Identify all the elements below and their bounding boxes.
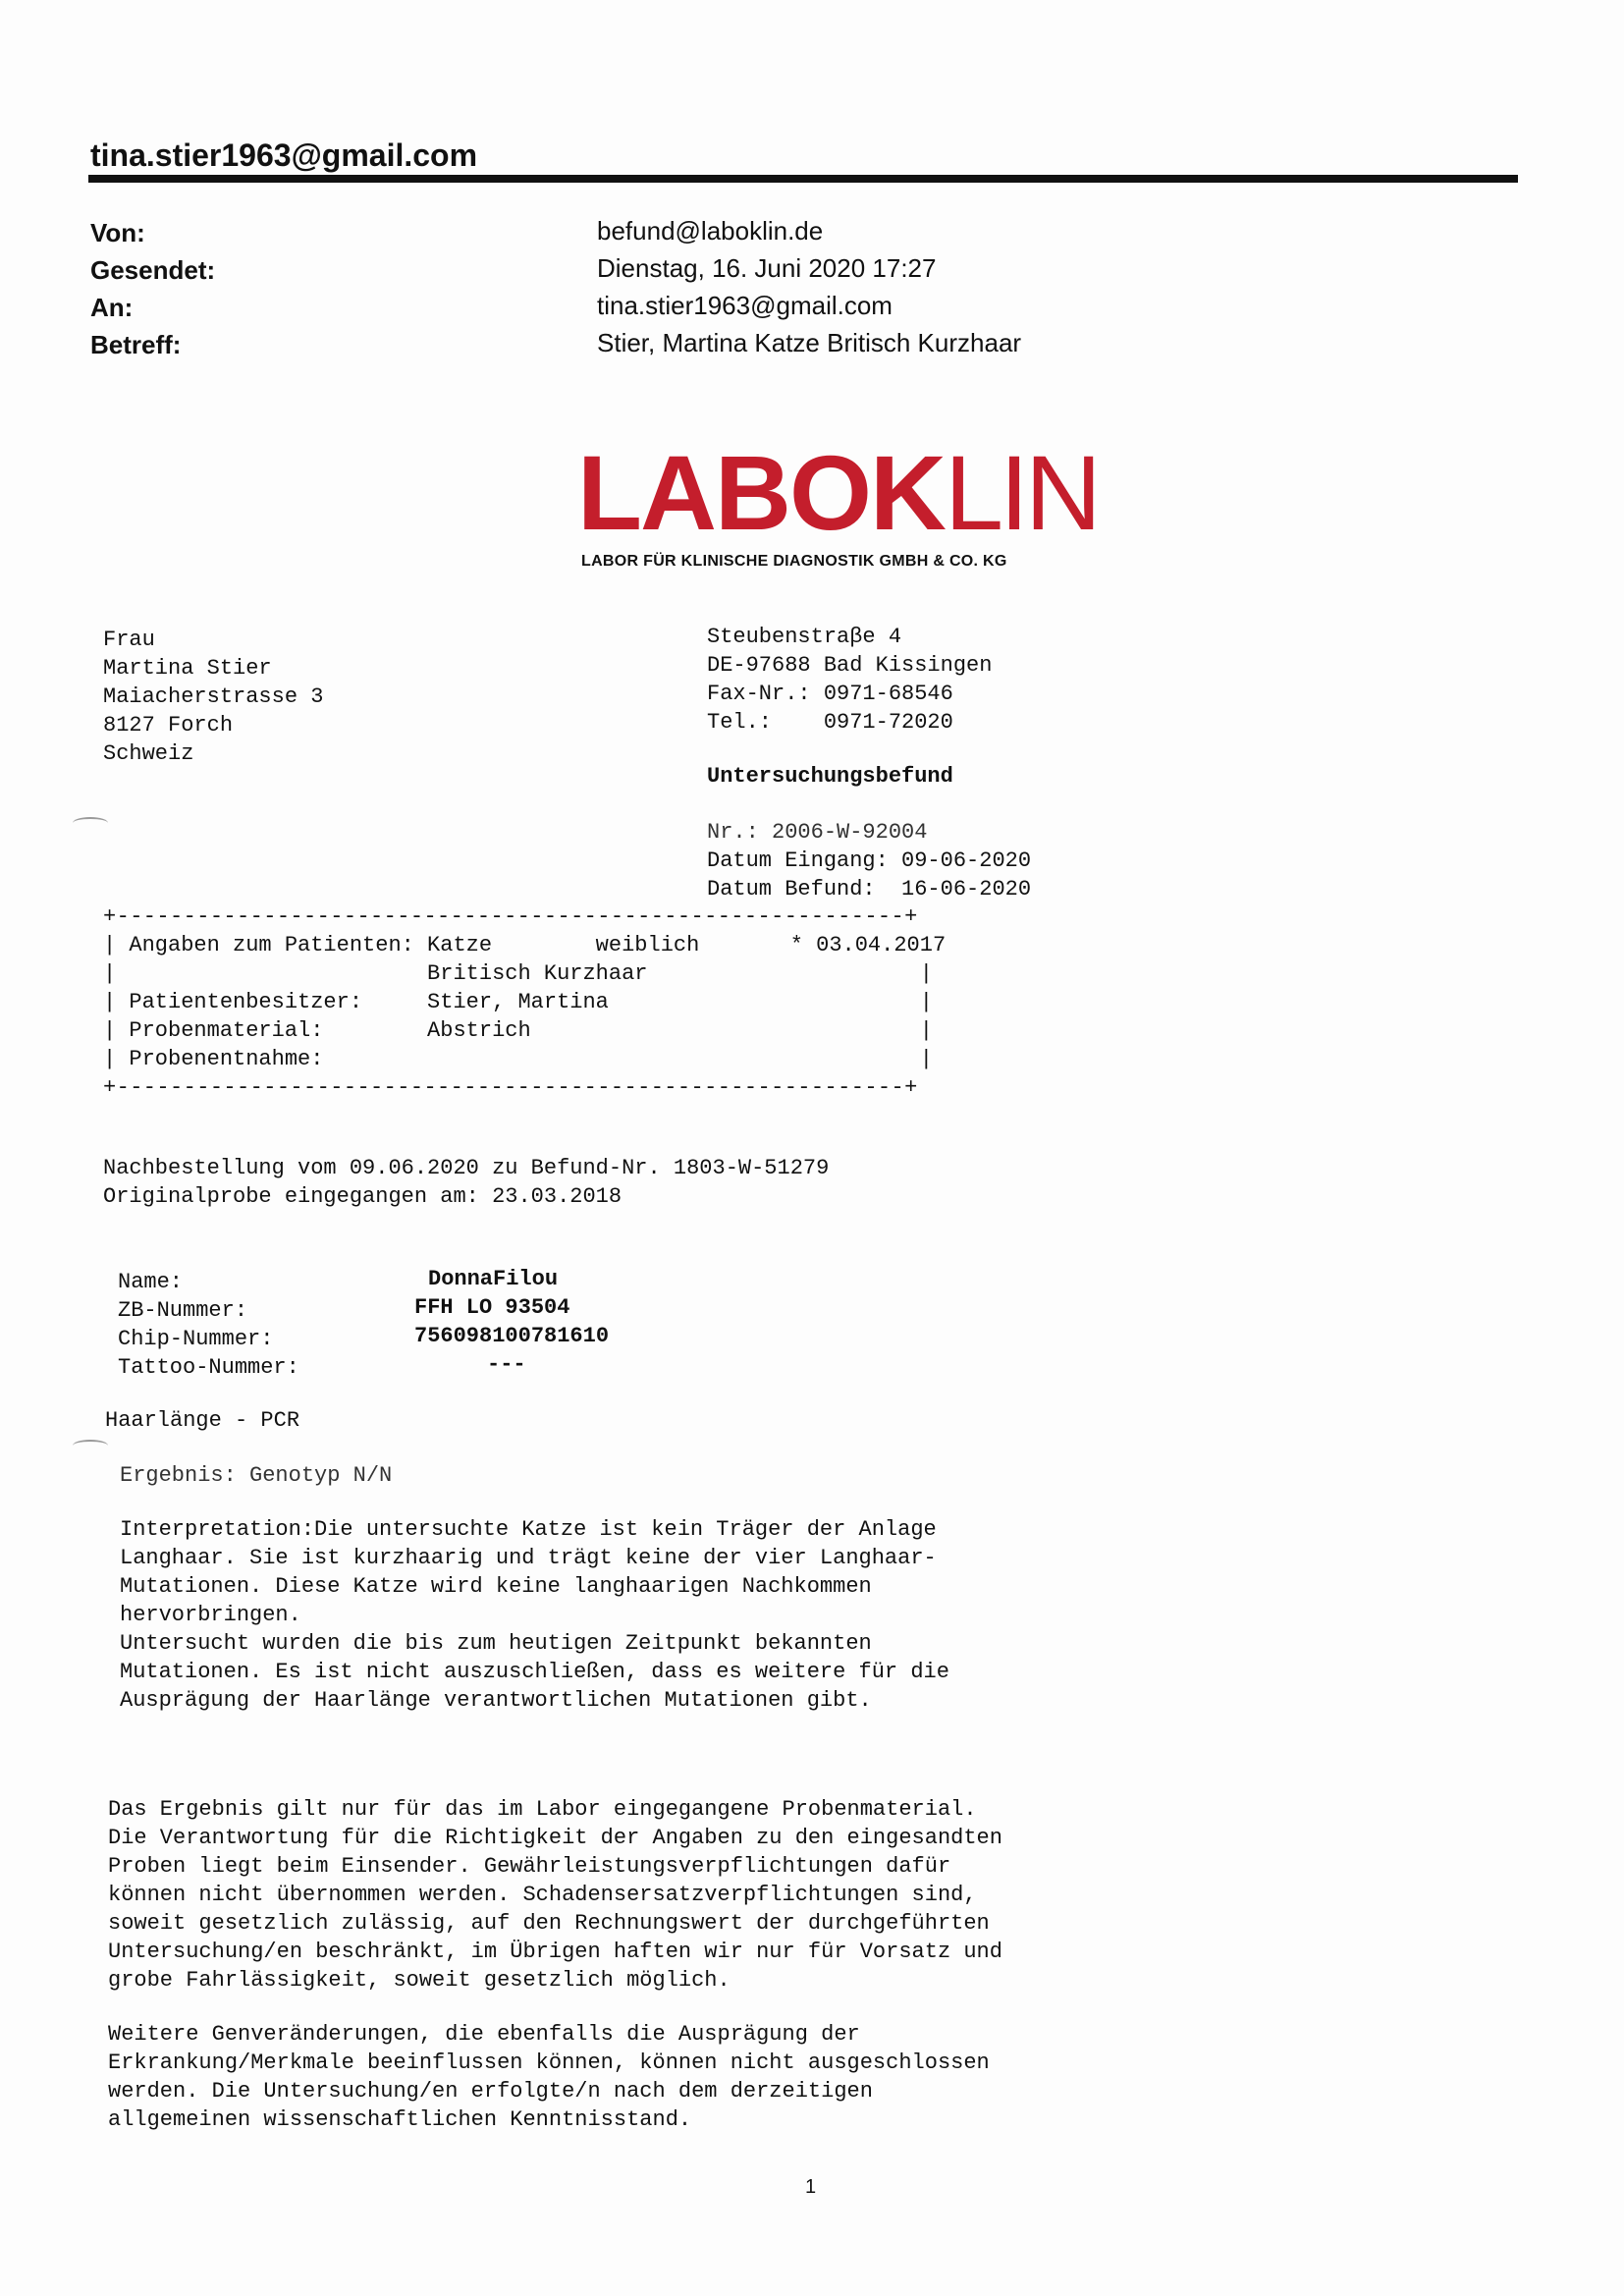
recipient-street: Maiacherstrasse 3 xyxy=(103,684,324,709)
report-title: Untersuchungsbefund xyxy=(707,764,953,789)
interpretation-line-3: Mutationen. Diese Katze wird keine langhaarigen Nachkommen xyxy=(120,1574,872,1599)
test-result: Ergebnis: Genotyp N/N xyxy=(120,1463,393,1488)
reorder-line: Nachbestellung vom 09.06.2020 zu Befund-Nr. 1803-W-51279 xyxy=(103,1156,830,1180)
genetic-note-line-4: allgemeinen wissenschaftlichen Kenntnisstand. xyxy=(108,2107,692,2132)
patient-box-top-border: +-----------------------------------------------------------+ xyxy=(103,904,918,929)
patient-box-bottom-border: +-----------------------------------------------------------+ xyxy=(103,1075,918,1100)
genetic-note-line-2: Erkrankung/Merkmale beeinflussen können, können nicht ausgeschlossen xyxy=(108,2050,990,2075)
page-number: 1 xyxy=(805,2176,817,2198)
disclaimer-line-6: Untersuchung/en beschränkt, im Übrigen haften wir nur für Vorsatz und xyxy=(108,1940,1002,1964)
tattoo-number-value: --- xyxy=(487,1352,526,1377)
patient-row-breed: | Britisch Kurzhaar | xyxy=(103,961,933,986)
genetic-note-line-1: Weitere Genveränderungen, die ebenfalls die Ausprägung der xyxy=(108,2022,860,2047)
disclaimer-line-1: Das Ergebnis gilt nur für das im Labor eingegangene Probenmaterial. xyxy=(108,1797,977,1822)
email-account: tina.stier1963@gmail.com xyxy=(90,137,478,173)
recipient-city: 8127 Forch xyxy=(103,713,234,738)
to-value: tina.stier1963@gmail.com xyxy=(597,291,893,320)
zb-number-label: ZB-Nummer: xyxy=(118,1298,248,1323)
patient-row-material: | Probenmaterial: Abstrich | xyxy=(103,1018,933,1043)
disclaimer-line-2: Die Verantwortung für die Richtigkeit der Angaben zu den eingesandten xyxy=(108,1826,1002,1850)
genetic-note-line-3: werden. Die Untersuchung/en erfolgte/n nach dem derzeitigen xyxy=(108,2079,873,2104)
chip-number-value: 756098100781610 xyxy=(414,1324,610,1348)
patient-row-sampling: | Probenentnahme: | xyxy=(103,1047,933,1071)
logo-subtitle: LABOR FÜR KLINISCHE DIAGNOSTIK GMBH & CO. KG xyxy=(581,553,1007,570)
scan-hole-mark xyxy=(73,1440,108,1451)
interpretation-line-1: Interpretation:Die untersuchte Katze ist kein Träger der Anlage xyxy=(120,1517,937,1542)
report-received-date: Datum Eingang: 09-06-2020 xyxy=(707,848,1032,873)
interpretation-line-2: Langhaar. Sie ist kurzhaarig und trägt keine der vier Langhaar- xyxy=(120,1546,937,1570)
header-divider xyxy=(88,175,1518,183)
interpretation-line-4: hervorbringen. xyxy=(120,1603,301,1627)
zb-number-value: FFH LO 93504 xyxy=(414,1295,570,1320)
sent-value: Dienstag, 16. Juni 2020 17:27 xyxy=(597,253,937,283)
animal-name-label: Name: xyxy=(118,1270,184,1294)
subject-label: Betreff: xyxy=(90,330,182,359)
from-value: befund@laboklin.de xyxy=(597,216,824,246)
lab-fax: Fax-Nr.: 0971-68546 xyxy=(707,682,953,706)
lab-street: Steubenstraβe 4 xyxy=(707,625,902,649)
original-sample-line: Originalprobe eingegangen am: 23.03.2018 xyxy=(103,1184,623,1209)
patient-row-owner: | Patientenbesitzer: Stier, Martina | xyxy=(103,990,933,1014)
scan-hole-mark xyxy=(73,817,108,829)
report-number: Nr.: 2006-W-92004 xyxy=(707,820,928,845)
test-name: Haarlänge - PCR xyxy=(105,1408,300,1433)
recipient-salutation: Frau xyxy=(103,628,155,652)
lab-phone: Tel.: 0971-72020 xyxy=(707,710,953,735)
laboklin-logo: LABOKLIN xyxy=(577,433,1099,552)
recipient-country: Schweiz xyxy=(103,741,194,766)
tattoo-number-label: Tattoo-Nummer: xyxy=(118,1355,299,1380)
chip-number-label: Chip-Nummer: xyxy=(118,1327,274,1351)
interpretation-line-7: Ausprägung der Haarlänge verantwortlichen Mutationen gibt. xyxy=(120,1688,872,1713)
disclaimer-line-4: können nicht übernommen werden. Schadensersatzverpflichtungen sind, xyxy=(108,1883,977,1907)
lab-city: DE-97688 Bad Kissingen xyxy=(707,653,993,678)
animal-name-value: DonnaFilou xyxy=(428,1267,559,1291)
from-label: Von: xyxy=(90,218,145,247)
patient-row-species: | Angaben zum Patienten: Katze weiblich * 03.04.2017 xyxy=(103,933,947,957)
disclaimer-line-5: soweit gesetzlich zulässig, auf den Rechnungswert der durchgeführten xyxy=(108,1911,990,1936)
interpretation-line-5: Untersucht wurden die bis zum heutigen Zeitpunkt bekannten xyxy=(120,1631,872,1656)
recipient-name: Martina Stier xyxy=(103,656,272,681)
disclaimer-line-7: grobe Fahrlässigkeit, soweit gesetzlich möglich. xyxy=(108,1968,731,1993)
interpretation-line-6: Mutationen. Es ist nicht auszuschließen, dass es weitere für die xyxy=(120,1660,949,1684)
disclaimer-line-3: Proben liegt beim Einsender. Gewährleistungsverpflichtungen dafür xyxy=(108,1854,951,1879)
to-label: An: xyxy=(90,293,134,322)
subject-value: Stier, Martina Katze Britisch Kurzhaar xyxy=(597,328,1022,357)
report-date: Datum Befund: 16-06-2020 xyxy=(707,877,1032,902)
sent-label: Gesendet: xyxy=(90,255,216,285)
